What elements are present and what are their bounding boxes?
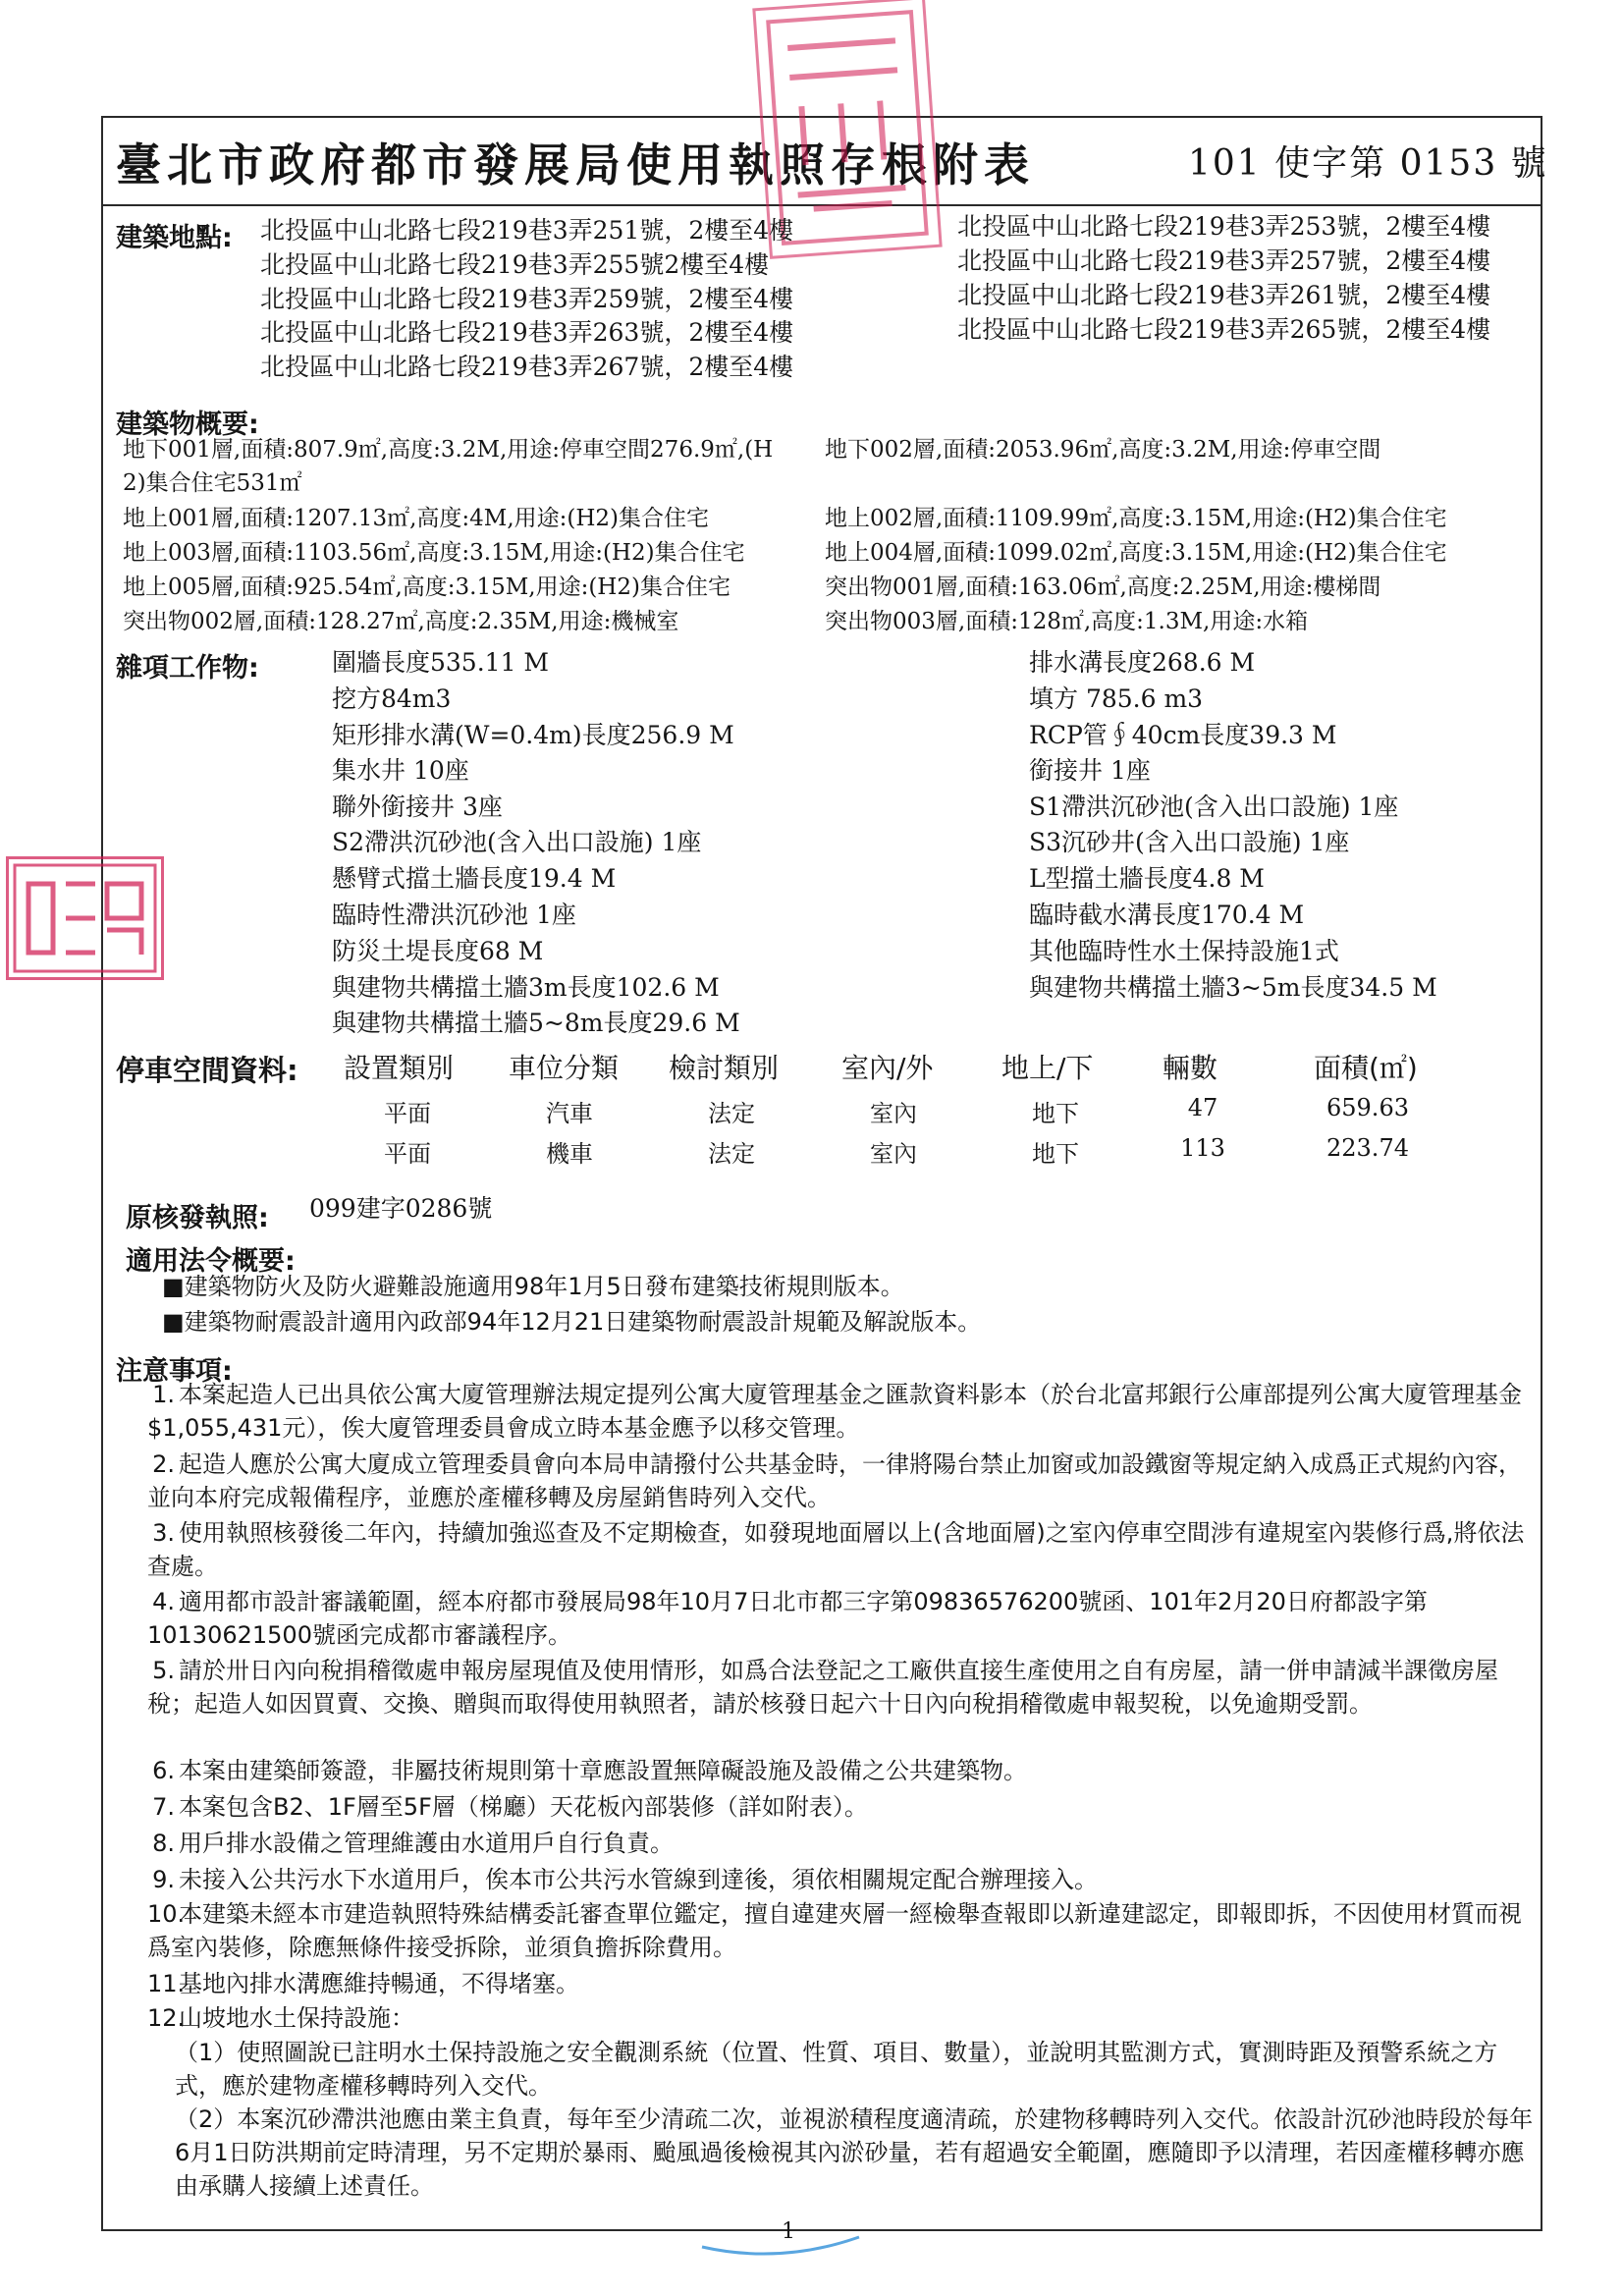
note-text: 請於卅日內向稅捐稽徵處申報房屋現值及使用情形，如爲合法登記之工廠供直接生產使用之自有房屋，請一併申請減半課徵房屋稅；起造人如因買賣、交換、贈與而取得使用執照者，請於核發日起六十日內向稅捐稽徵處申報契稅，以免逾期受罰。 <box>147 1657 1498 1718</box>
floor-item: 地下001層,面積:807.9㎡,高度:3.2M,用途:停車空間276.9㎡,(H <box>123 437 774 463</box>
note-text: 基地內排水溝應維持暢通，不得堵塞。 <box>179 1970 579 1997</box>
note-text: 使用執照核發後二年內，持續加強巡查及不定期檢查，如發現地面層以上(含地面層)之室內停車空間涉有違規室內裝修行爲,將依法查處。 <box>147 1519 1525 1580</box>
parking-cell: 47 <box>1187 1094 1218 1121</box>
note-text: 本案由建築師簽證，非屬技術規則第十章應設置無障礙設施及設備之公共建築物。 <box>179 1757 1027 1784</box>
misc-item: 與建物共構擋土牆3m長度102.6 M <box>332 973 720 1002</box>
misc-item: S1滯洪沉砂池(含入出口設施) 1座 <box>1029 793 1399 821</box>
floor-item: 地上001層,面積:1207.13㎡,高度:4M,用途:(H2)集合住宅 <box>123 506 710 531</box>
laws-label: 適用法令概要: <box>126 1246 296 1277</box>
misc-item: 與建物共構擋土牆5~8m長度29.6 M <box>332 1009 740 1037</box>
address-item: 北投區中山北路七段219巷3弄259號，2樓至4樓 <box>260 285 794 313</box>
note-number: 2. <box>152 1450 175 1478</box>
misc-item: 懸臂式擋土牆長度19.4 M <box>332 864 617 893</box>
note-item <box>147 1585 1537 1652</box>
notes-label: 注意事項: <box>116 1356 233 1387</box>
law-item: ■建築物防火及防火避難設施適用98年1月5日發布建築技術規則版本。 <box>162 1273 904 1300</box>
note-number: 8. <box>152 1830 175 1857</box>
misc-item: 聯外銜接井 3座 <box>332 793 503 821</box>
address-item: 北投區中山北路七段219巷3弄257號，2樓至4樓 <box>957 246 1491 275</box>
misc-item: 排水溝長度268.6 M <box>1029 648 1256 677</box>
note-item <box>147 1827 1537 1860</box>
floor-item: 突出物001層,面積:163.06㎡,高度:2.25M,用途:樓梯間 <box>825 574 1381 600</box>
parking-header: 輛數 <box>1163 1052 1218 1084</box>
misc-item: 挖方84m3 <box>332 684 452 713</box>
note-number: 1. <box>152 1381 175 1408</box>
address-item: 北投區中山北路七段219巷3弄261號，2樓至4樓 <box>957 281 1491 309</box>
parking-header: 設置類別 <box>344 1052 455 1084</box>
document-title: 臺北市政府都市發展局使用執照存根附表 <box>116 138 1035 191</box>
page-number: 1 <box>782 2219 795 2244</box>
note-number: 4. <box>152 1588 175 1615</box>
parking-header: 室內/外 <box>841 1052 934 1084</box>
note-text: 起造人應於公寓大廈成立管理委員會向本局申請撥付公共基金時，一律將陽台禁止加窗或加設鐵窗等規定納入成爲正式規約內容，並向本府完成報備程序，並應於產權移轉及房屋銷售時列入交代。 <box>147 1450 1522 1511</box>
floor-item: 2)集合住宅531㎡ <box>123 470 302 496</box>
misc-item: 填方 785.6 m3 <box>1029 684 1204 713</box>
floor-item: 地上005層,面積:925.54㎡,高度:3.15M,用途:(H2)集合住宅 <box>123 574 730 600</box>
note-item <box>147 1790 1537 1824</box>
floor-item: 突出物002層,面積:128.27㎡,高度:2.35M,用途:機械室 <box>123 609 679 634</box>
note-number: 12. <box>147 2004 186 2032</box>
misc-item: 圍牆長度535.11 M <box>332 648 550 677</box>
note-item <box>147 1448 1537 1514</box>
address-item: 北投區中山北路七段219巷3弄265號，2樓至4樓 <box>957 315 1491 344</box>
building-label: 建築物概要: <box>116 410 259 440</box>
note-text: 山坡地水土保持設施： <box>179 2004 414 2032</box>
note-number: 11. <box>147 1970 186 1997</box>
misc-item: 臨時性滯洪沉砂池 1座 <box>332 901 576 929</box>
site-label: 建築地點: <box>116 223 233 253</box>
parking-cell: 室內 <box>870 1100 917 1127</box>
address-item: 北投區中山北路七段219巷3弄267號，2樓至4樓 <box>260 353 794 381</box>
note-number: 7. <box>152 1793 175 1821</box>
note-number: 3. <box>152 1519 175 1547</box>
parking-cell: 平面 <box>384 1140 431 1168</box>
note-text: 適用都市設計審議範圍，經本府都市發展局98年10月7日北市都三字第09836576200號函、101年2月20日府都設字第10130621500號函完成都市審議程序。 <box>147 1588 1428 1649</box>
seal-stamp-left <box>6 856 164 980</box>
law-item: ■建築物耐震設計適用內政部94年12月21日建築物耐震設計規範及解說版本。 <box>162 1308 982 1336</box>
address-item: 北投區中山北路七段219巷3弄253號，2樓至4樓 <box>957 212 1491 241</box>
note-number: 10. <box>147 1900 186 1928</box>
note-subitem: （2）本案沉砂滯洪池應由業主負責，每年至少清疏二次，並視淤積程度適清疏，於建物移轉時列入交代。依設計沉砂池時段於每年6月1日防洪期前定時清理，另不定期於暴雨、颱風過後檢視其內淤砂量，若有超過安全範圍，應隨即予以清理，若因產權移轉亦應由承購人接續上述責任。 <box>175 2105 1534 2200</box>
permit-number: 101 使字第 0153 號 <box>1188 143 1548 184</box>
parking-cell: 113 <box>1180 1134 1225 1162</box>
note-item <box>147 1863 1537 1896</box>
note-item <box>147 1967 1537 2000</box>
note-text: 本案包含B2、1F層至5F層（梯廳）天花板內部裝修（詳如附表）。 <box>179 1793 868 1821</box>
note-text: 本案起造人已出具依公寓大廈管理辦法規定提列公寓大廈管理基金之匯款資料影本（於台北富邦銀行公庫部提列公寓大廈管理基金$1,055,431元），俟大廈管理委員會成立時本基金應予以移交管理。 <box>147 1381 1522 1442</box>
note-text: 未接入公共污水下水道用戶，俟本市公共污水管線到達後，須依相關規定配合辦理接入。 <box>179 1866 1098 1893</box>
note-number: 5. <box>152 1657 175 1684</box>
misc-item: 臨時截水溝長度170.4 M <box>1029 901 1305 929</box>
parking-cell: 法定 <box>708 1100 755 1127</box>
address-item: 北投區中山北路七段219巷3弄263號，2樓至4樓 <box>260 318 794 347</box>
misc-item: RCP管∮40cm長度39.3 M <box>1029 721 1337 749</box>
parking-header: 地上/下 <box>1001 1052 1094 1084</box>
parking-cell: 地下 <box>1032 1100 1079 1127</box>
note-text: 本建築未經本市建造執照特殊結構委託審查單位鑑定，擅自違建夾層一經檢舉查報即以新違建認定，即報即拆，不因使用材質而視爲室內裝修，除應無條件接受拆除，並須負擔拆除費用。 <box>147 1900 1522 1961</box>
misc-item: S2滯洪沉砂池(含入出口設施) 1座 <box>332 828 702 856</box>
original-permit-label: 原核發執照: <box>126 1203 269 1233</box>
misc-item: 其他臨時性水土保持設施1式 <box>1029 937 1339 965</box>
note-item <box>147 1754 1537 1787</box>
address-item: 北投區中山北路七段219巷3弄251號，2樓至4樓 <box>260 216 794 245</box>
page-swoosh-icon <box>692 2227 869 2267</box>
floor-item: 地上003層,面積:1103.56㎡,高度:3.15M,用途:(H2)集合住宅 <box>123 540 745 566</box>
note-item <box>147 1897 1537 1964</box>
note-text: 用戶排水設備之管理維護由水道用戶自行負責。 <box>179 1830 674 1857</box>
parking-header: 車位分類 <box>509 1052 620 1084</box>
note-item <box>147 2001 1537 2035</box>
misc-item: 與建物共構擋土牆3~5m長度34.5 M <box>1029 973 1437 1002</box>
note-number: 9. <box>152 1866 175 1893</box>
seal-stamp-left-icon <box>9 859 161 977</box>
note-subitem: （1）使照圖說已註明水土保持設施之安全觀測系統（位置、性質、項目、數量），並說明其監測方式，實測時距及預警系統之方式，應於建物產權移轉時列入交代。 <box>175 2039 1498 2100</box>
parking-cell: 機車 <box>546 1140 593 1168</box>
parking-cell: 汽車 <box>546 1100 593 1127</box>
misc-item: S3沉砂井(含入出口設施) 1座 <box>1029 828 1350 856</box>
parking-label: 停車空間資料: <box>116 1054 298 1087</box>
misc-label: 雜項工作物: <box>116 653 259 683</box>
parking-header: 檢討類別 <box>669 1052 780 1084</box>
floor-item: 地下002層,面積:2053.96㎡,高度:3.2M,用途:停車空間 <box>825 437 1381 463</box>
note-number: 6. <box>152 1757 175 1784</box>
parking-cell: 法定 <box>708 1140 755 1168</box>
parking-cell: 平面 <box>384 1100 431 1127</box>
address-item: 北投區中山北路七段219巷3弄255號2樓至4樓 <box>260 250 770 279</box>
parking-cell: 地下 <box>1032 1140 1079 1168</box>
floor-item: 地上004層,面積:1099.02㎡,高度:3.15M,用途:(H2)集合住宅 <box>825 540 1447 566</box>
misc-item: L型擋土牆長度4.8 M <box>1029 864 1265 893</box>
misc-item: 防災土堤長度68 M <box>332 937 544 965</box>
misc-item: 集水井 10座 <box>332 756 469 785</box>
note-item <box>147 1516 1537 1583</box>
misc-item: 矩形排水溝(W=0.4m)長度256.9 M <box>332 721 734 749</box>
original-permit-value: 099建字0286號 <box>309 1194 493 1223</box>
note-item <box>147 1654 1537 1721</box>
parking-cell: 659.63 <box>1326 1094 1409 1121</box>
parking-cell: 室內 <box>870 1140 917 1168</box>
parking-cell: 223.74 <box>1326 1134 1409 1162</box>
misc-item: 銜接井 1座 <box>1029 756 1151 785</box>
parking-header: 面積(㎡) <box>1314 1052 1418 1084</box>
note-item <box>147 1378 1537 1445</box>
floor-item: 突出物003層,面積:128㎡,高度:1.3M,用途:水箱 <box>825 609 1309 634</box>
floor-item: 地上002層,面積:1109.99㎡,高度:3.15M,用途:(H2)集合住宅 <box>825 506 1447 531</box>
